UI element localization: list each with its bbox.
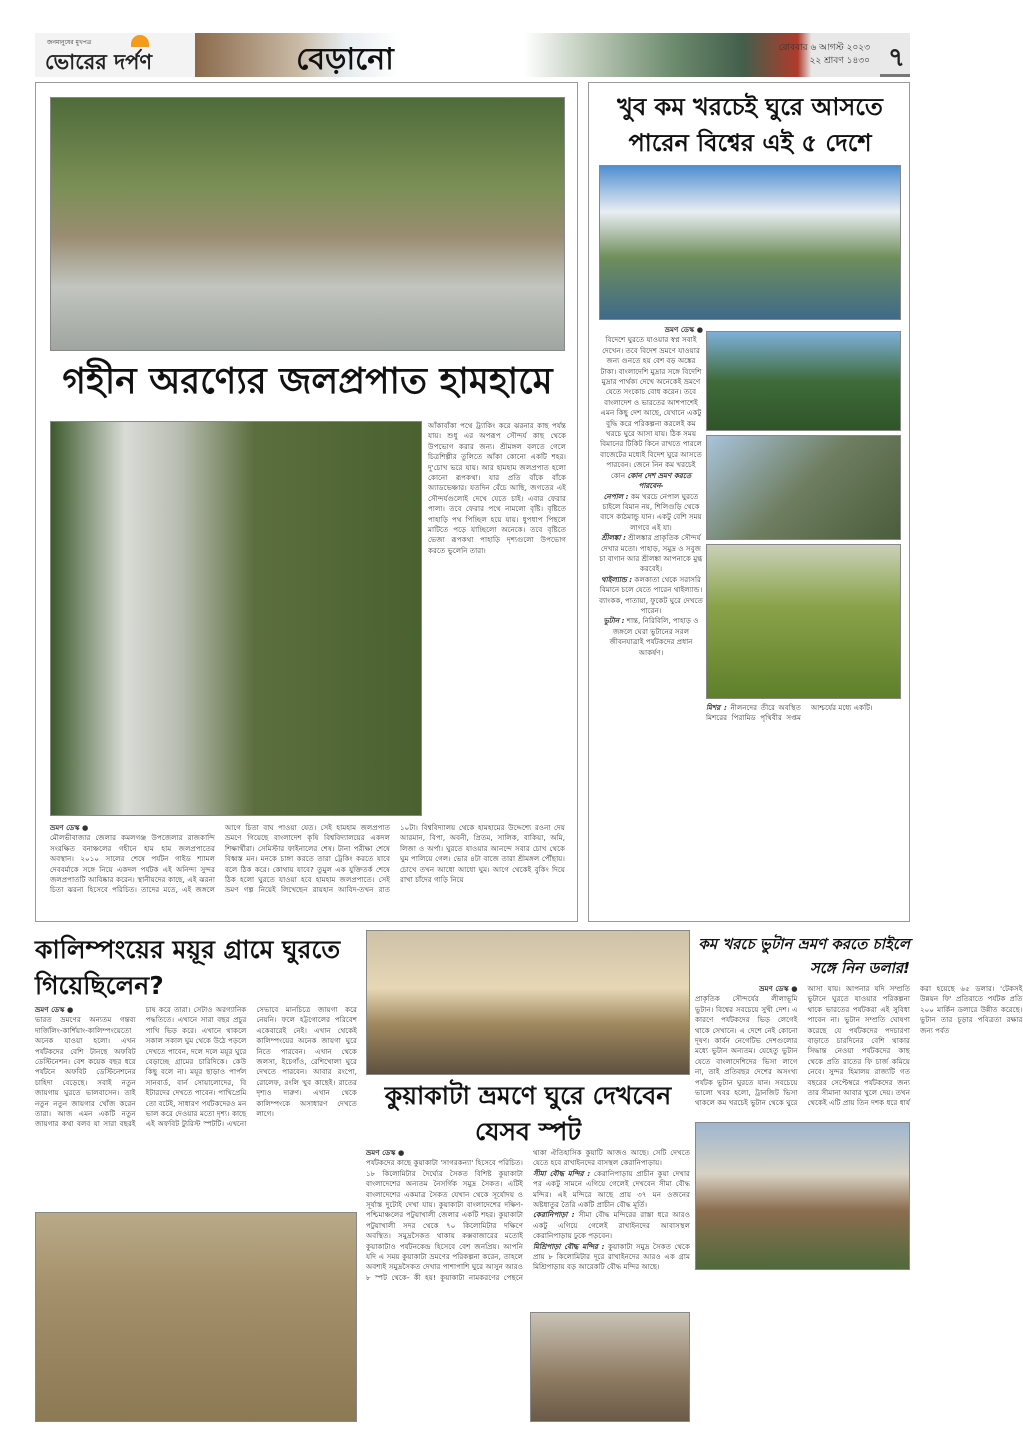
spot-label: কেরানিপাড়া : [533,1210,575,1220]
article-text: বিদেশে ঘুরতে যাওয়ার স্বপ্ন সবাই দেখেন। তবে বিদেশ ভ্রমণে যাওয়ার জন্য গুনতে হয় বেশ বড় অঙ্কের টাকা। বাংলাদেশি মুদ্রার সঙ্গে বিদেশি মুদ্রার পার্থক্য দেখে অনেকেই ভ্রমণে যেতে সংকোচ বোধ করেন। তবে বাংলাদেশ ও ভারতের আশপাশেই এমন কিছু দেশ আছে, যেখানে একটু বুদ্ধি করে পরিকল্পনা করলেই কম খরচে ঘুরে আসা যায়। ঠিক সময় বিমানের টিকিট কিনে রাখতে পারলে বাজেটের মধ্যেই বিদেশ ঘুরে আসতে পারবেন। জেনে নিন কম খরচেই কোন [600,335,702,480]
country-label-srilanka: শ্রীলঙ্কা : [601,533,626,543]
monastery-cliff-photo [706,435,901,540]
headline: খুব কম খরচেই ঘুরে আসতে পারেন বিশ্বের এই ৫ দেশে [617,93,883,157]
country-label-bhutan: ভুটান : [603,616,625,626]
article-body-continued [695,1275,910,1423]
byline: ভ্রমণ ডেস্ক ● [35,1005,74,1014]
rice-terrace-photo [706,544,901,699]
byline: ভ্রমণ ডেস্ক ● [366,1148,405,1157]
country-label-egypt: মিশর : [706,703,727,712]
spot-label: সীমা বৌদ্ধ মন্দির : [533,1168,591,1178]
headline: কম খরচে ভুটান ভ্রমণ করতে চাইলে সঙ্গে নিন ডলার! [698,935,910,977]
article-body [695,984,1023,1119]
article-text: পর্যটকদের কাছে কুয়াকাটা 'সাগরকন্যা' হিসেবে পরিচিত। ১৮ কিলোমিটার দৈর্ঘ্যের সৈকত বিশিষ্ট কুয়াকাটা বাংলাদেশের অন্যতম নৈসর্গিক সমুদ্র সৈকত। এটিই বাংলাদেশের একমাত্র সৈকত যেখান থেকে সূর্যোদয় ও সূর্যাস্ত দুটোই দেখা যায়। কুয়াকাটা বাংলাদেশের দক্ষিণ-পশ্চিমাঞ্চলের পটুয়াখালী জেলার একটি শহর। কুয়াকাটা পটুয়াখালী সদর থেকে ৭০ কিলোমিটার দক্ষিণে অবস্থিত। সমুদ্রসৈকত থাকায় কক্সবাজারের মতোই কুয়াকাটাও পর্যটনকেন্দ্র হিসেবে বেশ জনপ্রিয়। আপনি যদি এ সময় কুয়াকাটা ভ্রমণের পরিকল্পনা করেন, তাহলে অবশ্যই সমুদ্রসৈকত দেখার পাশাপাশি ঘুরে আসুন আরও ৮ স্পট থেকে- [366,1158,523,1282]
story-hamham [35,82,578,922]
byline: ভ্রমণ ডেস্ক ● [664,325,703,334]
byline: ভ্রমণ ডেস্ক ● [759,984,798,993]
article-text: কুয়াকাটা সমুদ্র সৈকত থেকে প্রায় ৮ কিলোমিটার দূরে রাখাইনদের আরও এক গ্রাম মিশ্রিপাড়ায় বড় আরেকটি বৌদ্ধ মন্দির আছে। [533,1241,690,1272]
article-subhead: কোন দেশ ভ্রমণ করতে পারবেন- [627,470,692,491]
group-photo-river [50,97,565,351]
headline: কুয়াকাটা ভ্রমণে ঘুরে দেখবেন যেসব স্পট [384,1081,672,1146]
dried-fish-photo [530,1312,690,1422]
article-text: মৌলভীবাজার জেলার কমলগঞ্জ উপজেলার রাজকান্দি সংরক্ষিত বনাঞ্চলের গহীনে হাম হাম জলপ্রপাতের অবস্থান। ২০১০ সালের শেষে পর্যটন গাইড শ্যামল দেববর্মাকে সঙ্গে নিয়ে একদল পর্যটক এই অনিন্দ্য সুন্দর জলপ্রপাতটি আবিষ্কার করেন। স্থানীয়দের কাছে, এই ঝরনা চিতা ঝরনা হিসেবে পরিচিত। তাদের মতে, এই জঙ্গলে আগে চিতা বাঘ পাওয়া যেত। সেই হামহাম জলপ্রপাত ভ্রমণে গিয়েছে বাংলাদেশ কৃষি বিশ্ববিদ্যালয়ের একদল শিক্ষার্থীরা। সেমিস্টার ফাইনালের শেষ। টানা [50,823,390,895]
article-text: ভারত ভ্রমণের অন্যতম গন্তব্য দার্জিলিং-কার্শিয়াং-কালিম্পংয়েতো অনেক যাওয়া হলো। এখন পর্যটকদের বেশি টানছে অফবিট ডেস্টিনেশন। বেশ কয়েক বছর ধরে পর্যটনে অফবিট ডেস্টিনেশনের চাহিদা বেড়েছে। সবাই নতুন জায়গায় ঘুরতে ভালবাসেন। তাই নতুন নতুন জায়গার খোঁজ করেন তারা। আজ এমন একটি নতুন জায়গার কথা বলব যা সারা বছরই চাষ করে তারা। সেটাও অরগ্যানিক পদ্ধতিতে। এখানে সারা বছর প্রচুর পাখি ভিড় করে। এখানে থাকলে সকাল সকাল ঘুম থেকে উঠে পড়লে দেখতে পাবেন, দলে দলে ময়ূর ঘুরে বেড়াচ্ছে গ্রামের চারিদিকে। কেউ কিছু বলে না। ময়ূর ছাড়াও পার্পল সানবার্ড, বার্ন সোয়ালোদের, বি ইটারদের দেখতে পাবেন। পাখিপ্রেমি তো বটেই, সাধারণ পর্যটকদেরও মন ভাল করে দেওয়ার মতো দৃশ্য। কাছে এই অফবিট ট্যুরিস্ট স্পটটি। এখনো সেভাবে মানচিত্রে জায়গা করে নেয়নি। ফলে হট্টগোলের পরিবেশ একেবারেই নেই। এখান থেকেই কালিম্পংয়ের অনেক জায়গা ঘুরে নিতে পারবেন। এখান থেকে জলসা, ইচেগাঁও, রেশিখোলা ঘুরে দেখতে পারবেন। আবার রংপো, রোলেফ, রংলি খুব কাছেই। রাতের দৃশ্যও দারুণ। এখান থেকে কালিম্পংকে অসাধারণ দেখতে লাগে। [35,1005,357,1129]
story-five-countries [588,82,910,922]
article-text: নীলনদের তীরে অবস্থিত মিশরের পিরামিড পৃথিবীর সপ্তম আশ্চর্যের মধ্যে একটি। [706,703,873,723]
date [775,42,870,68]
page-number: ৭ [888,43,905,73]
story-kalimpong [35,930,357,1425]
story-bhutan [695,930,1023,1425]
logo-tagline: জনমানুষের মুখপত্র [47,39,92,46]
country-label-thailand: থাইল্যান্ড : [601,574,633,584]
article-text: শ্রীলঙ্কার প্রাকৃতিক সৌন্দর্য দেখার মতো। পাহাড়, সমুদ্র ও সবুজ চা বাগান আর শ্রীলঙ্কা আপনাকে মুগ্ধ করবেই। [599,533,703,574]
peacock-photo [35,1212,357,1422]
headline: কালিম্পংয়ের ময়ূর গ্রামে ঘুরতে গিয়েছিলেন? [35,935,341,1000]
page-header [35,33,910,77]
newspaper-logo [35,33,195,77]
article-body [366,1148,690,1308]
article-body [35,1005,357,1205]
article-text: আঁকাবাঁকা পথে ট্র্যাকিং করে ঝরনার কাছ পর্যন্ত যায়। শুধু এর অপরূপ সৌন্দর্য কাছ থেকে উপভোগ করার জন্য। শ্রীমঙ্গল বলতে গেলে চিত্রশিল্পীর তুলিতে আঁকা কোনো একটি শহর। দু'চোখ ভরে যায়। আর হামহাম জলপ্রপাত হলো কোনো রূপকথা। যার প্রতি বাঁকে বাঁকে অ্যাডভেঞ্চার। যতদিন বেঁচে আছি, জগতের এই সৌন্দর্যগুলোই দেখে যেতে চাই। এবার ফেরার পালা। তবে ফেরার পথে নামলো বৃষ্টি। বৃষ্টিতে পাহাড়ি পথ পিচ্ছিল হয়ে যায়। ধুপধাপ পিছলে মাটিতে পড়ে যাচ্ছিলো অনেকে। তবে বৃষ্টিতে ভেজা রূপকথা পাহাড়ি দৃশ্যগুলো উপভোগ করতে ভুলেনি তারা। [428,421,566,555]
train-bridge-photo [706,331,901,431]
date-gregorian: রোববার ৬ আগস্ট ২০২৩ [778,43,870,53]
spot-label: মিশ্রিপাড়া বৌদ্ধ মন্দির : [533,1241,605,1251]
article-text: কী হয়! কুয়াকাটা নামকরণের পেছনে থাকা ঐতিহাসিক কুয়াটি আজও আছে। সেটি দেখতে যেতে হবে রাখাইনদের বাসস্থল কেরানিপাড়ায়। [413,1148,690,1282]
article-column [599,325,703,895]
country-label-nepal: নেপাল : [603,491,629,501]
article-text: প্রাকৃতিক সৌন্দর্যের লীলাভূমি ভুটান। বিশ্বের সবচেয়ে সুখী দেশ। এ কারণে পর্যটকদের ভিড় লেগেই থাকে সেখানে। এ দেশে নেই কোনো দূষণ। কার্বন নেগেটিভ দেশগুলোর মধ্যে ভুটান অন্যতম। যেহেতু ভুটান যেতে বাংলাদেশিদের ভিসা লাগে না, তাই প্রতিবছর দেশের অসংখ্য পর্যটক ভুটান ঘুরতে যান। সবচেয়ে ভালো খবর হলো, ট্রানজিট ভিসা থাকলে কম খরচেই ভুটান থেকে ঘুরে আসা যায়। আপনার যদি সম্প্রতি ভুটানে ঘুরতে যাওয়ার পরিকল্পনা থাকে ভারতের পর্যটকরা এই সুবিধা পাবেন না। ভুটান সম্প্রতি ঘোষণা করেছে যে পর্যটকদের পদচারণা বাড়াতে চারদিনের বেশি থাকার সিদ্ধান্ত নেওয়া পর্যটকদের কাছ থেকে প্রতি রাতের ফি চার্জ কমিয়ে নেবে। সুন্দর হিমালয় রাজ্যটি গত বছরের সেপ্টেম্বরে পর্যটকদের জন্য তার সীমানা আবার খুলে দেয়। তখন থেকেই এটি প্রায় তিন দশক ধরে ধার্য করা হয়েছে ৬৫ ডলার। 'টেকসই উন্নয়ন ফি' প্রতিরাতে পর্যটক প্রতি ২০০ মার্কিন ডলারে উন্নীত করেছে। ভুটান তার চূড়ার পবিত্রতা রক্ষার জন্য পর্বত [695,984,1023,1108]
date-bengali: ২২ শ্রাবণ ১৪৩০ [809,56,870,66]
logo-text: ভোরের দর্পণ [45,50,153,74]
article-text: সীমা বৌদ্ধ মন্দিরের রাস্তা ধরে আরও একটু এগিয়ে গেলেই রাখাইনদের আবাসস্থল কেরানিপাড়ায় ঢুকে পড়বেন। [533,1210,690,1241]
article-text: শান্ত, নিরিবিলি, পাহাড় ও জঙ্গলে ঘেরা ভুটানের সরল জীবনযাত্রাই পর্যটকদের প্রধান আকর্ষণ। [609,616,699,657]
bhutan-dzong-photo [695,1122,910,1270]
sunset-beach-photo [366,930,690,1075]
mountain-lake-photo [599,165,901,320]
headline: গহীন অরণ্যের জলপ্রপাত হামহামে [62,361,553,402]
byline: ভ্রমণ ডেস্ক ● [50,823,89,832]
article-body [706,703,906,918]
story-kuakata [364,930,690,1425]
article-text: পরীক্ষা শেষে বিধ্বস্ত মন। মনকে চাঙ্গা করতে তারা ট্রেকিং করতে যাবে বলে ঠিক করে। কোথায় যাবে? তুমুল এক যুক্তিতর্ক শেষে ঠিক হলো ঘুরতে যাওয়া হবে হামহাম জলপ্রপাতে। সেই ভ্রমণ গল্প নিয়েই লিখেছেন রায়হান আবিদ-তখন রাত ১০টা। বিশ্ববিদ্যালয় থেকে হামহামের উদ্দেশ্যে রওনা দেয় আরমান, বিপা, অবনী, প্রিতম, সালিক, বাকিয়া, অমি, লিজা ও অর্পা। ঘুরতে যাওয়ার আনন্দে সবার চোখ থেকে ঘুম পালিয়ে গেল। ভোর ৪টা বাজে তারা শ্রীমঙ্গল পৌঁছায়। চোখে তখন আধো আধো ঘুম। আগে থেকেই বুকিং দিয়ে রাখা চাঁদের গাড়ি নিয়ে [225,823,565,895]
article-text: কলকাতা থেকে সরাসরি বিমানে চলে যেতে পারেন থাইল্যান্ড। ব্যাংকক, পাতায়া, ফুকেট ঘুরে দেখতে পারেন। [599,574,703,615]
section-title: বেড়ানো [296,42,394,77]
article-column [428,421,566,816]
article-body [50,823,565,918]
waterfall-photo [50,421,422,816]
article-text: কেরানিপাড়ায় প্রাচীন কুয়া দেখার পর একটু সামনে এগিয়ে গেলেই দেখবেন সীমা বৌদ্ধ মন্দির। এই মন্দিরে আছে প্রায় ৩৭ মন ওজনের অষ্টধাতুর তৈরি একটি প্রাচীন বৌদ্ধ মূর্তি। [533,1168,690,1210]
article-text: কম খরচে নেপাল ঘুরতে চাইলে বিমান নয়, শিলিগুড়ি থেকে বাসে কাঠমান্ডু যান। একটু বেশি সময় লাগবে এই যা। [600,491,702,532]
